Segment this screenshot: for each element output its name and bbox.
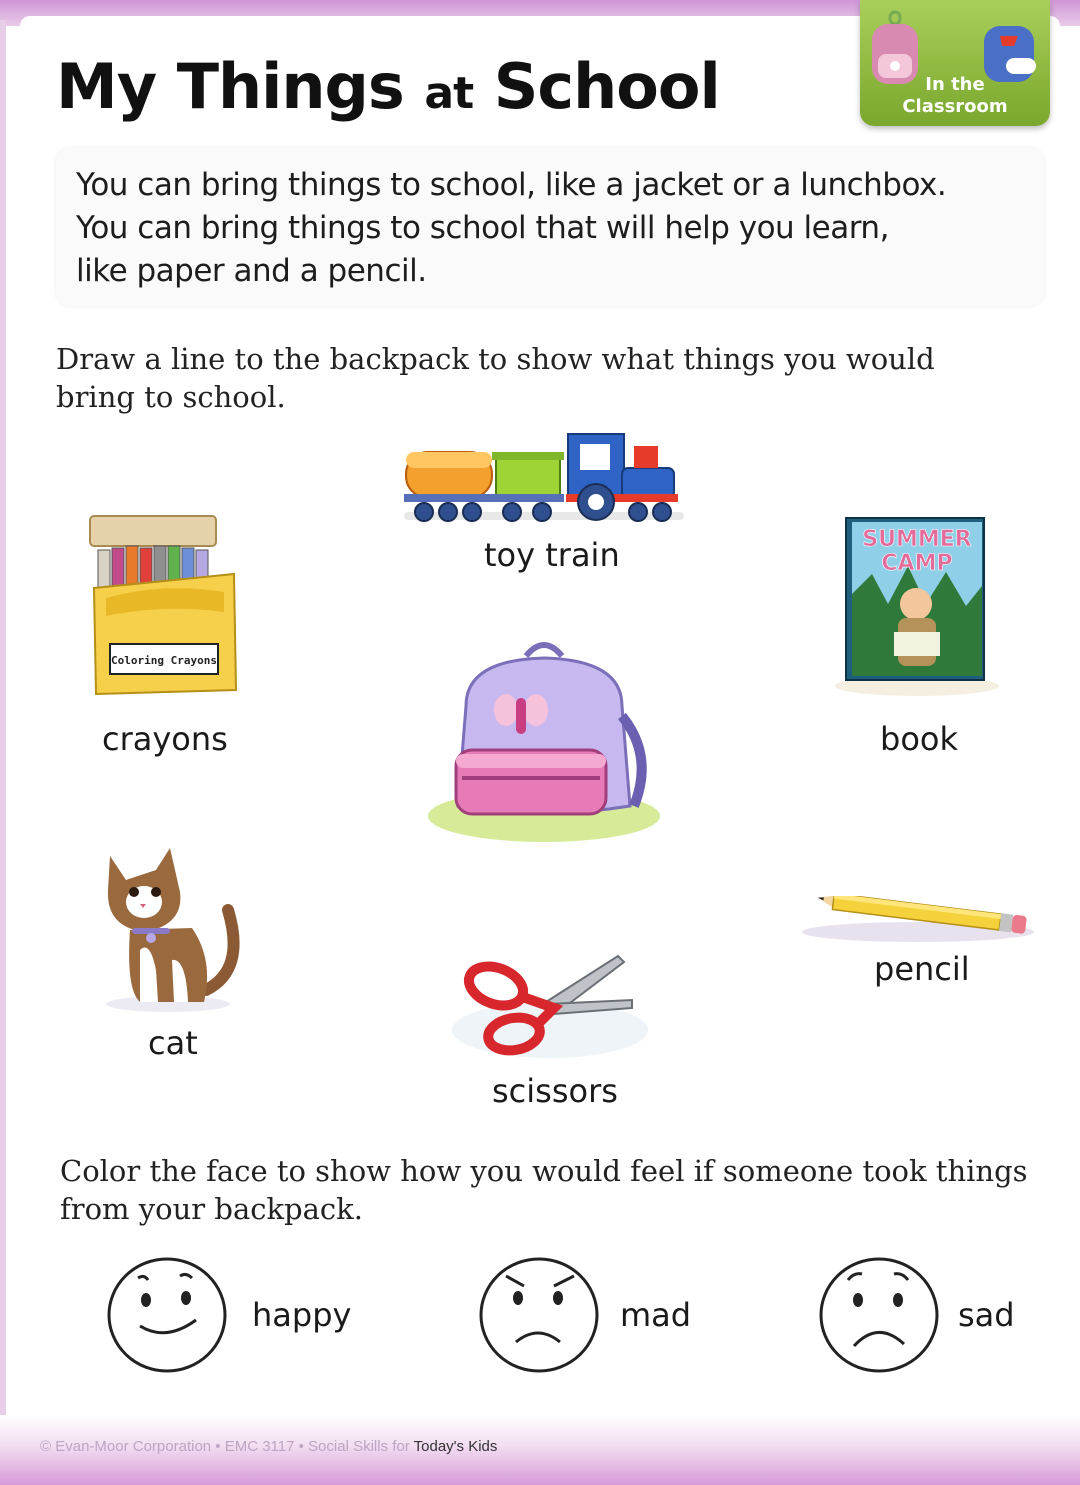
label-scissors: scissors xyxy=(492,1072,618,1110)
book-image xyxy=(832,514,1002,696)
left-border xyxy=(0,20,6,1420)
instruction1-line1: Draw a line to the backpack to show what things you would xyxy=(56,342,935,376)
intro-line3: like paper and a pencil. xyxy=(76,253,427,289)
instruction-color-face xyxy=(60,1152,1028,1228)
instruction2-line1: Color the face to show how you would feel if someone took things xyxy=(60,1154,1028,1188)
badge-line2: Classroom xyxy=(902,96,1008,117)
toy-train-image xyxy=(400,428,690,530)
label-book: book xyxy=(880,720,958,758)
badge-line1: In the xyxy=(925,74,985,95)
book-cover-line2: CAMP xyxy=(881,551,953,576)
label-happy: happy xyxy=(252,1296,352,1334)
footer-right: Today's Kids xyxy=(413,1438,498,1455)
scissors-image xyxy=(450,950,650,1060)
mad-face-icon[interactable] xyxy=(478,1256,600,1374)
title-part3: School xyxy=(493,50,720,123)
label-pencil: pencil xyxy=(874,950,970,988)
pencil-image xyxy=(800,896,1036,946)
label-crayons: crayons xyxy=(102,720,228,758)
intro-line2: You can bring things to school that will help you learn, xyxy=(76,210,889,246)
crayons-image xyxy=(84,512,244,698)
footer-credit xyxy=(40,1438,497,1455)
category-badge xyxy=(860,0,1050,126)
badge-text xyxy=(860,74,1050,118)
happy-face-icon[interactable] xyxy=(106,1256,228,1374)
page-title xyxy=(56,50,720,123)
sad-face-icon[interactable] xyxy=(818,1256,940,1374)
intro-line1: You can bring things to school, like a jacket or a lunchbox. xyxy=(76,167,947,203)
title-part2: at xyxy=(424,68,474,119)
label-mad: mad xyxy=(620,1296,692,1334)
label-sad: sad xyxy=(958,1296,1015,1334)
label-cat: cat xyxy=(148,1024,198,1062)
cat-image xyxy=(96,840,242,1016)
intro-text xyxy=(76,164,946,293)
crayon-box-text: Coloring Crayons xyxy=(111,654,217,667)
book-cover-line1: SUMMER xyxy=(862,527,972,552)
title-part1: My Things xyxy=(56,50,404,123)
footer-left: © Evan-Moor Corporation • EMC 3117 • Social Skills for xyxy=(40,1438,410,1455)
backpack-image xyxy=(426,636,662,844)
instruction2-line2: from your backpack. xyxy=(60,1192,363,1226)
intro-box xyxy=(56,148,1044,306)
label-toy-train: toy train xyxy=(484,536,620,574)
instruction1-line2: bring to school. xyxy=(56,380,286,414)
instruction-draw-line xyxy=(56,340,935,416)
